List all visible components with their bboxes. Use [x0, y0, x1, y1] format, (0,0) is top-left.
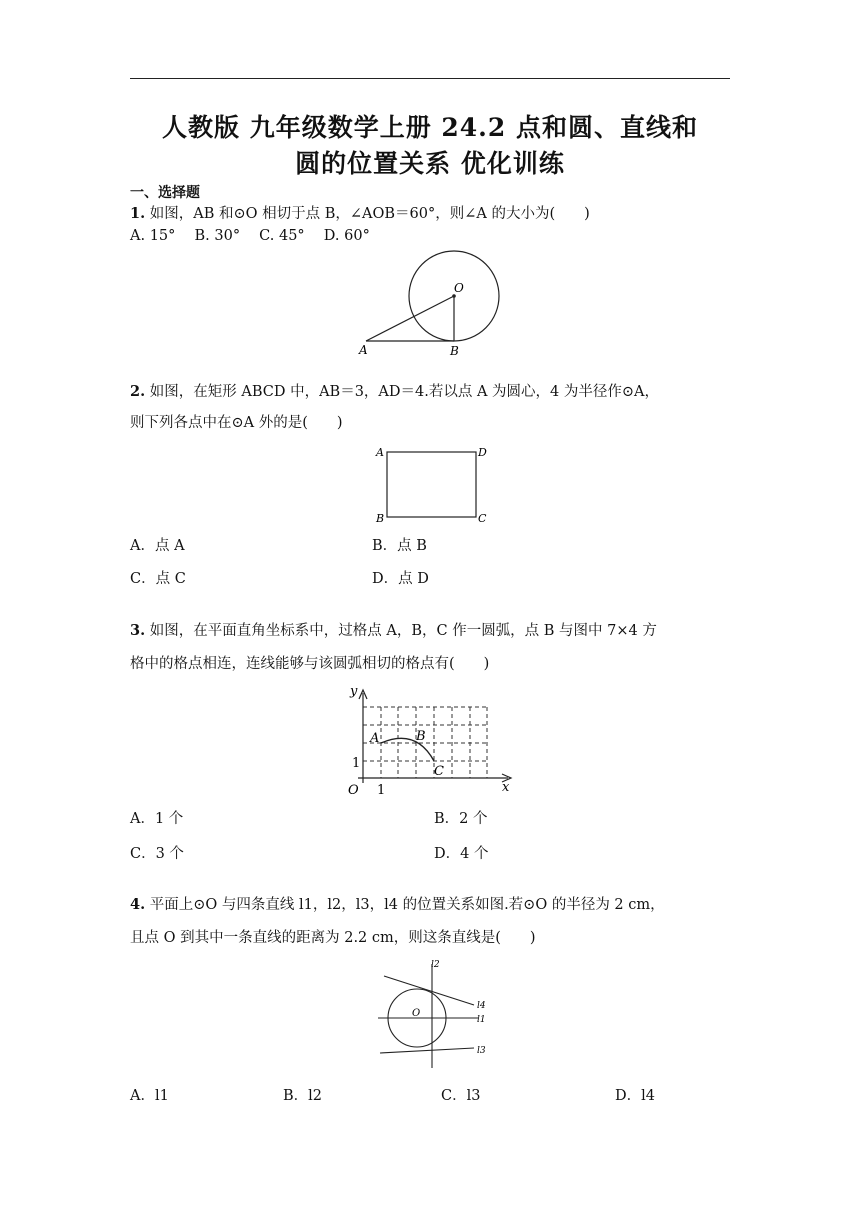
- question-3-figure: [340, 683, 520, 801]
- question-2-option-d: D．点 D: [372, 571, 429, 587]
- question-3-option-b: B．2 个: [434, 811, 488, 827]
- question-4-option-c: C．l3: [441, 1088, 481, 1104]
- question-1-text: 如图，AB 和⊙O 相切于点 B，∠AOB＝60°，则∠A 的大小为( ): [145, 206, 590, 222]
- question-1-options: A. 15° B. 30° C. 45° D. 60°: [130, 228, 370, 244]
- label-c: C: [478, 512, 487, 525]
- question-4-figure: [370, 956, 500, 1074]
- question-3-line1: [130, 621, 657, 641]
- page-title-line1: 人教版 九年级数学上册 24.2 点和圆、直线和: [161, 113, 698, 142]
- label-b: B: [416, 729, 426, 744]
- page-title-line2: 圆的位置关系 优化训练: [295, 149, 565, 178]
- label-o: O: [412, 1008, 421, 1019]
- arc-abc: [381, 738, 434, 761]
- question-2-text: 如图，在矩形 ABCD 中，AB＝3，AD＝4.若以点 A 为圆心，4 为半径作⊙A，: [145, 384, 660, 400]
- question-4-number: 4.: [130, 896, 146, 913]
- question-3-option-a: A．1 个: [130, 811, 184, 827]
- question-1-number: 1.: [130, 205, 146, 222]
- question-4-line1: [130, 895, 665, 915]
- section-heading: 一、选择题: [130, 185, 200, 201]
- question-4-line2: 且点 O 到其中一条直线的距离为 2.2 cm，则这条直线是( ): [130, 930, 536, 946]
- question-4-option-d: D．l4: [615, 1088, 655, 1104]
- question-3-option-c: C．3 个: [130, 846, 184, 862]
- question-4-text: 平面上⊙O 与四条直线 l1，l2，l3，l4 的位置关系如图.若⊙O 的半径为 2 cm，: [145, 897, 665, 913]
- label-y: y: [350, 684, 358, 699]
- question-1-figure: [355, 248, 515, 363]
- label-l2: l2: [431, 960, 440, 970]
- label-a: A: [359, 343, 368, 357]
- question-3-text: 如图，在平面直角坐标系中，过格点 A，B，C 作一圆弧，点 B 与图中 7×4 方: [145, 623, 657, 639]
- top-rule: [130, 78, 730, 79]
- question-2-line1: [130, 382, 659, 402]
- question-3-number: 3.: [130, 622, 146, 639]
- label-b: B: [450, 344, 459, 358]
- question-4-option-b: B．l2: [283, 1088, 323, 1104]
- question-2-figure: [370, 444, 495, 526]
- rectangle-abcd: [387, 452, 476, 517]
- label-x: x: [502, 780, 510, 795]
- question-1: [130, 204, 590, 224]
- question-3-option-d: D．4 个: [434, 846, 489, 862]
- question-2-option-c: C．点 C: [130, 571, 186, 587]
- question-4-option-a: A．l1: [130, 1088, 169, 1104]
- question-3-line2: 格中的格点相连，连线能够与该圆弧相切的格点有( ): [130, 656, 490, 672]
- label-a: A: [370, 731, 380, 746]
- line-l4: [384, 976, 474, 1005]
- label-origin: O: [348, 783, 359, 798]
- label-c: C: [434, 764, 444, 779]
- label-l4: l4: [477, 1001, 486, 1011]
- label-b: B: [376, 512, 385, 525]
- question-2-number: 2.: [130, 383, 146, 400]
- label-d: D: [478, 446, 487, 459]
- label-l3: l3: [477, 1046, 486, 1056]
- label-one-y: 1: [352, 756, 361, 771]
- label-one-x: 1: [377, 783, 386, 798]
- question-2-option-a: A．点 A: [130, 538, 185, 554]
- label-o: O: [454, 281, 464, 295]
- line-l3: [380, 1048, 474, 1053]
- question-2-option-b: B．点 B: [372, 538, 427, 554]
- label-l1: l1: [477, 1015, 486, 1025]
- question-2-line2: 则下列各点中在⊙A 外的是( ): [130, 415, 343, 431]
- label-a: A: [376, 446, 384, 459]
